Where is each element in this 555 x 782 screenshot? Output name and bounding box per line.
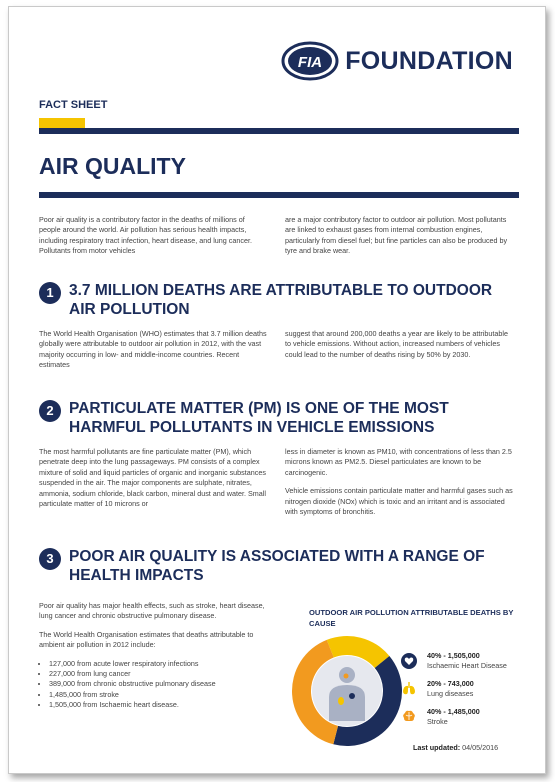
list-item: • 1,505,000 from Ischaemic heart disease. xyxy=(49,700,279,710)
fia-logo-mark: FIA xyxy=(298,54,323,71)
section-3-text xyxy=(39,601,279,711)
page-title: AIR QUALITY xyxy=(39,153,186,179)
top-rule xyxy=(39,128,519,134)
fia-foundation-logo xyxy=(281,41,513,81)
legend-item xyxy=(427,651,507,671)
section-3-heading: POOR AIR QUALITY IS ASSOCIATED WITH A RANGE OF HEALTH IMPACTS xyxy=(69,548,485,584)
list-item: • 1,485,000 from stroke xyxy=(49,690,279,700)
legend-item xyxy=(427,679,474,699)
legend-label: Lung diseases xyxy=(427,689,474,698)
title-rule xyxy=(39,192,519,198)
chart-title: OUTDOOR AIR POLLUTION ATTRIBUTABLE DEATHS BY CAUSE xyxy=(309,608,514,628)
last-updated-label: Last updated: xyxy=(413,743,461,752)
legend-label: Ischaemic Heart Disease xyxy=(427,661,507,670)
brain-icon xyxy=(401,709,417,725)
deaths-by-cause-donut-chart xyxy=(291,635,403,747)
section-2-right-para-1: less in diameter is known as PM10, with concentrations of less than 2.5 microns known as PM2.5. Diesel particulates are known to be carcinogenic. xyxy=(285,447,512,477)
list-item: • 227,000 from lung cancer xyxy=(49,669,279,679)
fact-sheet-label: FACT SHEET xyxy=(39,99,108,111)
intro-left: Poor air quality is a contributory factor in the deaths of millions of people around the world. Air pollution has serious health impacts, including respiratory tract infection, heart disease, and lung cancer. Pollutants from motor vehicles xyxy=(39,215,252,256)
death-causes-list xyxy=(39,659,279,711)
legend-label: Stroke xyxy=(427,717,448,726)
list-item: • 127,000 from acute lower respiratory infections xyxy=(49,659,279,669)
accent-bar xyxy=(39,118,85,128)
intro-right: are a major contributory factor to outdoor air pollution. Most pollutants are linked to exhaust gases from internal combustion engines, particularly from diesel fuel; but fine particles can also be produced by tyre and brake wear. xyxy=(285,215,508,256)
section-2-heading: PARTICULATE MATTER (PM) IS ONE OF THE MOST HARMFUL POLLUTANTS IN VEHICLE EMISSIONS xyxy=(69,400,449,436)
list-item: • 389,000 from chronic obstructive pulmonary disease xyxy=(49,679,279,689)
section-1-number: 1 xyxy=(39,282,61,304)
section-2-right xyxy=(285,447,515,525)
legend-value: 40% - 1,485,000 xyxy=(427,707,480,716)
last-updated xyxy=(413,743,498,752)
legend-item xyxy=(427,707,480,727)
fact-sheet-page xyxy=(8,6,546,774)
section-2-left: The most harmful pollutants are fine particulate matter (PM), which penetrate deep into the lung passageways. PM consists of a complex mixture of solid and liquid particles of organic and inorganic substances suspended in the air. The major components are sulphate, nitrates, ammonia, sodium chloride, black carbon, mineral dust and water. Small particulate matter of 10 microns or xyxy=(39,447,266,509)
last-updated-date: 04/05/2016 xyxy=(462,743,499,752)
section-2-right-para-2: Vehicle emissions contain particulate matter and harmful gases such as nitrogen dioxide (NOx) which is toxic and an irritant and is associated with symptoms of bronchitis. xyxy=(285,486,513,517)
section-2-number: 2 xyxy=(39,400,61,422)
foundation-wordmark: FOUNDATION xyxy=(345,46,513,75)
section-1-heading: 3.7 MILLION DEATHS ARE ATTRIBUTABLE TO OUTDOOR AIR POLLUTION xyxy=(69,282,493,318)
lungs-icon xyxy=(401,681,417,697)
heart-icon xyxy=(401,653,417,669)
legend-value: 40% - 1,505,000 xyxy=(427,651,480,660)
legend-value: 20% - 743,000 xyxy=(427,679,474,688)
fia-logo-icon xyxy=(281,41,339,81)
section-3-number: 3 xyxy=(39,548,61,570)
section-3-para-1: Poor air quality has major health effects, such as stroke, heart disease, lung cancer and chronic obstructive pulmonary disease. xyxy=(39,601,265,621)
section-3-para-2: The World Health Organisation estimates that deaths attributable to ambient air pollution in 2012 include: xyxy=(39,629,254,650)
section-1-right: suggest that around 200,000 deaths a year are likely to be attributable to vehicle emissions. Without action, increased numbers of vehicles could lead to the number of deaths rising by 50% by 2030. xyxy=(285,329,508,359)
section-1-left: The World Health Organisation (WHO) estimates that 3.7 million deaths globally were attributable to outdoor air pollution in 2012, with the vast majority occurring in low- and middle-income countries. Recent estimates xyxy=(39,329,267,370)
